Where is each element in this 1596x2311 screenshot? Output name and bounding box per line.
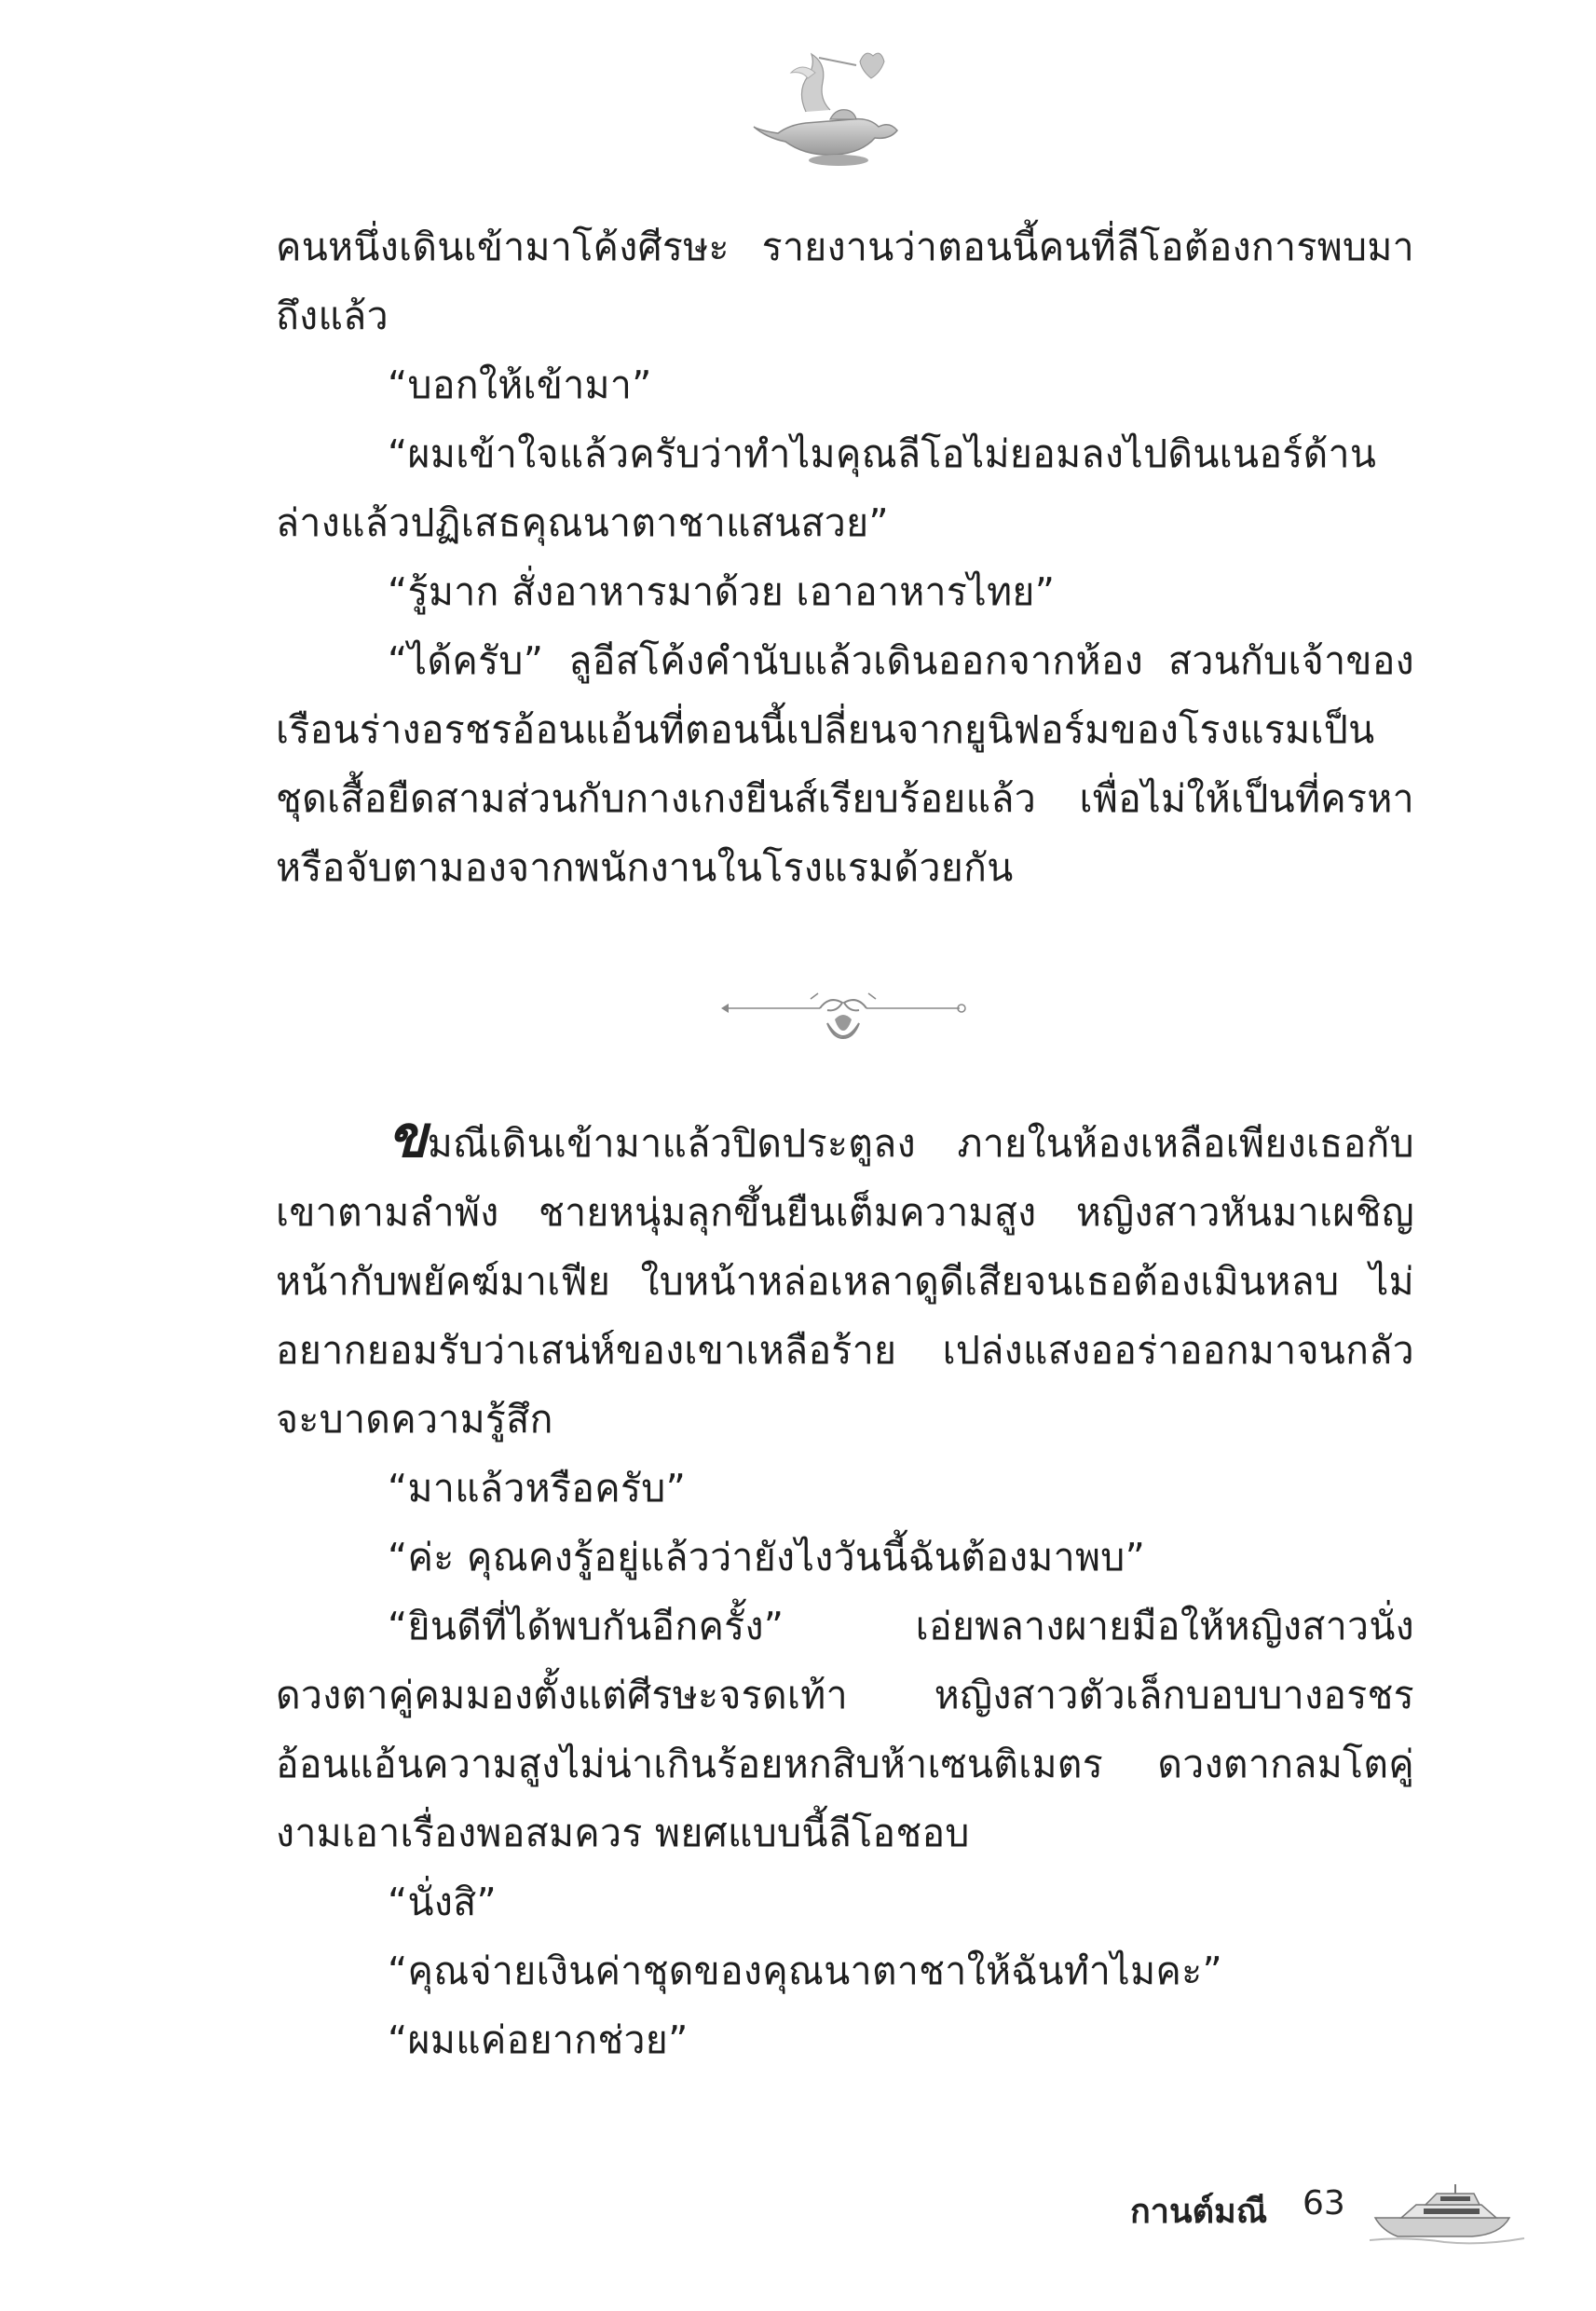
paragraph: “รู้มาก สั่งอาหารมาด้วย เอาอาหารไทย” <box>388 569 1056 614</box>
book-title: กานต์มณี <box>1130 2193 1268 2231</box>
paragraph: “ค่ะ คุณคงรู้อยู่แล้วว่ายังไงวันนี้ฉันต้องมาพบ” <box>388 1535 1146 1579</box>
story-text-part1 <box>276 212 1414 902</box>
paragraph: “ยินดีที่ได้พบกันอีกครั้ง” เอ่ยพลางผายมือให้หญิงสาวนั่ง ดวงตาคู่คมมองตั้งแต่ศีรษะจรดเท้า หญิงสาวตัวเล็กบอบบางอรชรอ้อนแอ้นความสูงไม่น่าเกินร้อยหกสิบห้าเซนติเมตร ดวงตากลมโตคู่งามเอาเรื่องพอสมควร พยศแบบนี้ลีโอชอบ <box>276 1604 1414 1855</box>
paragraph <box>276 1102 1414 1454</box>
page-number: 63 <box>1303 2184 1345 2222</box>
paragraph: “ผมแค่อยากช่วย” <box>388 2017 689 2062</box>
paragraph: “คุณจ่ายเงินค่าชุดของคุณนาตาชาให้ฉันทำไมคะ” <box>388 1949 1223 1993</box>
page-footer <box>0 2181 1596 2255</box>
story-text-part2 <box>276 1102 1414 2074</box>
drop-cap: ข <box>388 1102 428 1170</box>
yacht-icon <box>1370 2181 1528 2246</box>
scroll-divider-icon <box>717 990 969 1055</box>
genie-lamp-icon <box>750 45 908 175</box>
paragraph: “ได้ครับ” ลูอีสโค้งคำนับแล้วเดินออกจากห้อง สวนกับเจ้าของเรือนร่างอรชรอ้อนแอ้นที่ตอนนี้เปลี่ยนจากยูนิฟอร์มของโรงแรมเป็นชุดเสื้อยืดสามส่วนกับกางเกงยีนส์เรียบร้อยแล้ว เพื่อไม่ให้เป็นที่ครหาหรือจับตามองจากพนักงานในโรงแรมด้วยกัน <box>276 638 1414 890</box>
paragraph: “มาแล้วหรือครับ” <box>388 1466 687 1511</box>
paragraph: “ผมเข้าใจแล้วครับว่าทำไมคุณลีโอไม่ยอมลงไปดินเนอร์ด้านล่างแล้วปฏิเสธคุณนาตาชาแสนสวย” <box>276 431 1377 545</box>
paragraph: “นั่งสิ” <box>388 1880 498 1924</box>
paragraph: คนหนึ่งเดินเข้ามาโค้งศีรษะ รายงานว่าตอนนี้คนที่ลีโอต้องการพบมาถึงแล้ว <box>276 225 1414 338</box>
paragraph: “บอกให้เข้ามา” <box>388 362 652 407</box>
paragraph-text: มณีเดินเข้ามาแล้วปิดประตูลง ภายในห้องเหลือเพียงเธอกับเขาตามลำพัง ชายหนุ่มลุกขึ้นยืนเต็มความสูง หญิงสาวหันมาเผชิญหน้ากับพยัคฆ์มาเฟีย ใบหน้าหล่อเหลาดูดีเสียจนเธอต้องเมินหลบ ไม่อยากยอมรับว่าเสน่ห์ของเขาเหลือร้าย เปล่งแสงออร่าออกมาจนกลัวจะบาดความรู้สึก <box>276 1121 1414 1442</box>
